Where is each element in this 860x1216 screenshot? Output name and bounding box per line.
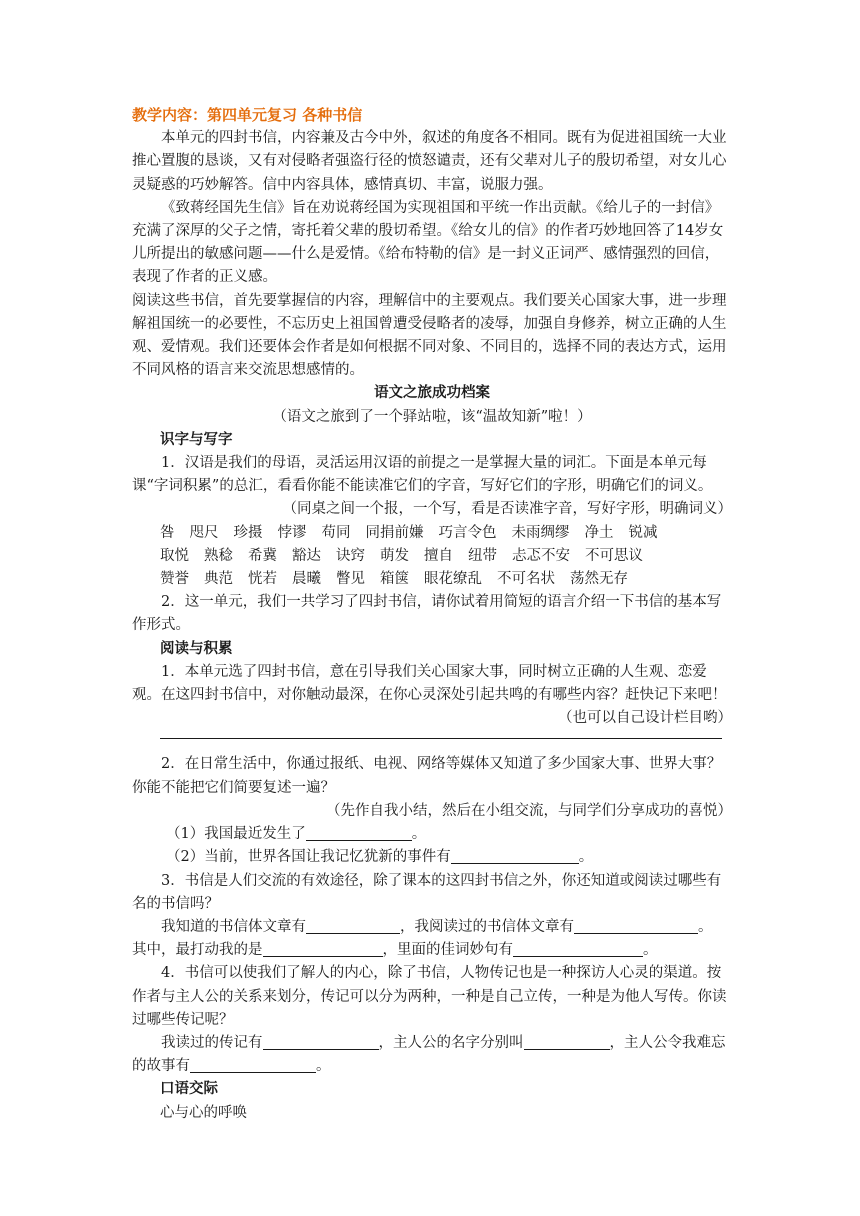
- archive-title: 语文之旅成功档案: [374, 385, 490, 402]
- prompt-text: 我知道的书信体文章有: [161, 918, 306, 935]
- word: 纽带: [468, 547, 497, 564]
- reading-question-3: 3．书信是人们交流的有效途径，除了课本的这四封书信之外，你还知道或阅读过哪些有名的书信吗？: [132, 872, 722, 912]
- word: 典范: [204, 571, 233, 588]
- word: 萌发: [380, 547, 409, 564]
- reading-question-2-note: （先作自我小结，然后在小组交流，与同学们分享成功的喜悦）: [326, 802, 732, 819]
- word: 瞥见: [336, 571, 365, 588]
- period: 。: [578, 849, 594, 866]
- prompt-text: 我读过的传记有: [161, 1034, 263, 1051]
- fill-in-blank[interactable]: [574, 917, 698, 934]
- word: 忐忑不安: [512, 547, 570, 564]
- word: 巧言令色: [438, 524, 497, 541]
- prompt-text: 其中，最打动我的是: [132, 942, 263, 959]
- word-row-3: [160, 568, 732, 591]
- word: 珍摄: [233, 524, 263, 541]
- word: 赞誉: [160, 571, 189, 588]
- period: 。: [411, 826, 427, 843]
- reading-question-2-b: [132, 846, 732, 869]
- word: 熟稔: [204, 547, 233, 564]
- speaking-topic: 心与心的呼唤: [160, 1104, 247, 1121]
- period: 。: [316, 1058, 331, 1075]
- section-heading-reading: 阅读与积累: [160, 640, 233, 657]
- fill-in-blank[interactable]: [451, 847, 579, 864]
- prompt-text: （2）当前，世界各国让我记忆犹新的事件有: [166, 849, 451, 866]
- answer-line[interactable]: [160, 737, 722, 739]
- intro-paragraph-2: 《致蒋经国先生信》旨在劝说蒋经国为实现祖国和平统一作出贡献。《给儿子的一封信》充满了深厚的父子之情，寄托着父辈的殷切希望。《给女儿的信》的作者巧妙地回答了14岁女儿所提出的敏感问题——什么是爱情。《给布特勒的信》是一封义正词严、感情强烈的回信，表现了作者的正义感。: [132, 199, 724, 286]
- writing-question-1: 1．汉语是我们的母语，灵活运用汉语的前提之一是掌握大量的词汇。下面是本单元每课“字词积累”的总汇，看看你能不能读准它们的字音，写好它们的字形，明确它们的词义。: [132, 455, 713, 495]
- word: 未雨绸缪: [511, 524, 570, 541]
- prompt-text: ，主人公令我难忘的故事有: [132, 1034, 726, 1075]
- word: 不可思议: [585, 547, 643, 564]
- word: 悖谬: [277, 524, 307, 541]
- prompt-text: ，我阅读过的书信体文章有: [400, 918, 574, 935]
- word: 同捐前嫌: [365, 524, 424, 541]
- word: 取悦: [160, 547, 189, 564]
- word: 晨曦: [292, 571, 321, 588]
- word: 豁达: [292, 547, 321, 564]
- reading-question-4-a: [132, 1032, 732, 1078]
- period: 。: [643, 942, 658, 959]
- word-list: [132, 522, 732, 592]
- word: 擅自: [424, 547, 453, 564]
- reading-question-4: 4．书信可以使我们了解人的内心，除了书信，人物传记也是一种探访人心灵的渠道。按作者与主人公的关系来划分，传记可以分为两种，一种是自己立传，一种是为他人写传。你读过哪些传记呢？: [132, 965, 727, 1028]
- word: 恍若: [248, 571, 277, 588]
- prompt-text: ，里面的佳词妙句有: [382, 942, 513, 959]
- intro-paragraph-1: 本单元的四封书信，内容兼及古今中外，叙述的角度各不相同。既有为促进祖国统一大业推心置腹的恳谈，又有对侵略者强盗行径的愤怒谴责，还有父辈对儿子的殷切希望，对女儿心灵疑惑的巧妙解答。信中内容具体，感情真切、丰富，说服力强。: [132, 130, 727, 193]
- section-heading-speaking: 口语交际: [160, 1081, 218, 1098]
- reading-question-2: 2．在日常生活中，你通过报纸、电视、网络等媒体又知道了多少国家大事、世界大事？你能不能把它们简要复述一遍？: [132, 756, 722, 796]
- archive-subtitle: （语文之旅到了一个驿站啦，该“温故知新”啦！）: [272, 408, 592, 425]
- reading-question-1: 1．本单元选了四封书信，意在引导我们关心国家大事，同时树立正确的人生观、恋爱观。在这四封书信中，对你触动最深，在你心灵深处引起共鸣的有哪些内容？赶快记下来吧！: [132, 663, 727, 704]
- writing-question-1-note: （同桌之间一个报，一个写，看是否读准字音，写好字形，明确词义）: [282, 501, 732, 518]
- fill-in-blank[interactable]: [524, 1033, 610, 1050]
- word: 净土: [584, 524, 614, 541]
- reading-question-3-b: [132, 939, 732, 962]
- fill-in-blank[interactable]: [263, 1033, 379, 1050]
- intro-paragraph-3: 阅读这些书信，首先要掌握信的内容，理解信中的主要观点。我们要关心国家大事，进一步理解祖国统一的必要性，不忘历史上祖国曾遭受侵略者的凌辱，加强自身修养，树立正确的人生观、爱情观。我们还要体会作者是如何根据不同对象、不同目的，选择不同的表达方式，运用不同风格的语言来交流思想感情的。: [132, 292, 727, 379]
- section-heading-writing: 识字与写字: [160, 431, 233, 448]
- word: 苟同: [321, 524, 351, 541]
- word: 希冀: [248, 547, 277, 564]
- period: 。: [698, 918, 713, 935]
- reading-question-1-note: （也可以自己设计栏目哟）: [558, 710, 732, 727]
- prompt-text: （1）我国最近发生了: [166, 826, 306, 843]
- word-row-2: [160, 545, 732, 568]
- word: 咎: [160, 524, 175, 541]
- fill-in-blank[interactable]: [190, 1056, 316, 1073]
- document-page: [132, 104, 732, 1125]
- fill-in-blank[interactable]: [306, 824, 412, 841]
- reading-question-2-a: [132, 823, 732, 846]
- word-row-1: [160, 522, 732, 545]
- writing-question-2: 2．这一单元，我们一共学习了四封书信，请你试着用简短的语言介绍一下书信的基本写作形式。: [132, 594, 722, 634]
- fill-in-blank[interactable]: [306, 917, 400, 934]
- word: 诀窍: [336, 547, 365, 564]
- word: 咫尺: [189, 524, 219, 541]
- word: 锐减: [628, 524, 658, 541]
- fill-in-blank[interactable]: [513, 940, 643, 957]
- fill-in-blank[interactable]: [263, 940, 383, 957]
- word: 不可名状: [497, 571, 555, 588]
- document-title: 教学内容：第四单元复习 各种书信: [132, 106, 363, 124]
- prompt-text: ，主人公的名字分别叫: [378, 1034, 524, 1051]
- reading-question-3-a: [132, 916, 732, 939]
- word: 荡然无存: [570, 571, 628, 588]
- word: 眼花缭乱: [424, 571, 482, 588]
- word: 箱箧: [380, 571, 409, 588]
